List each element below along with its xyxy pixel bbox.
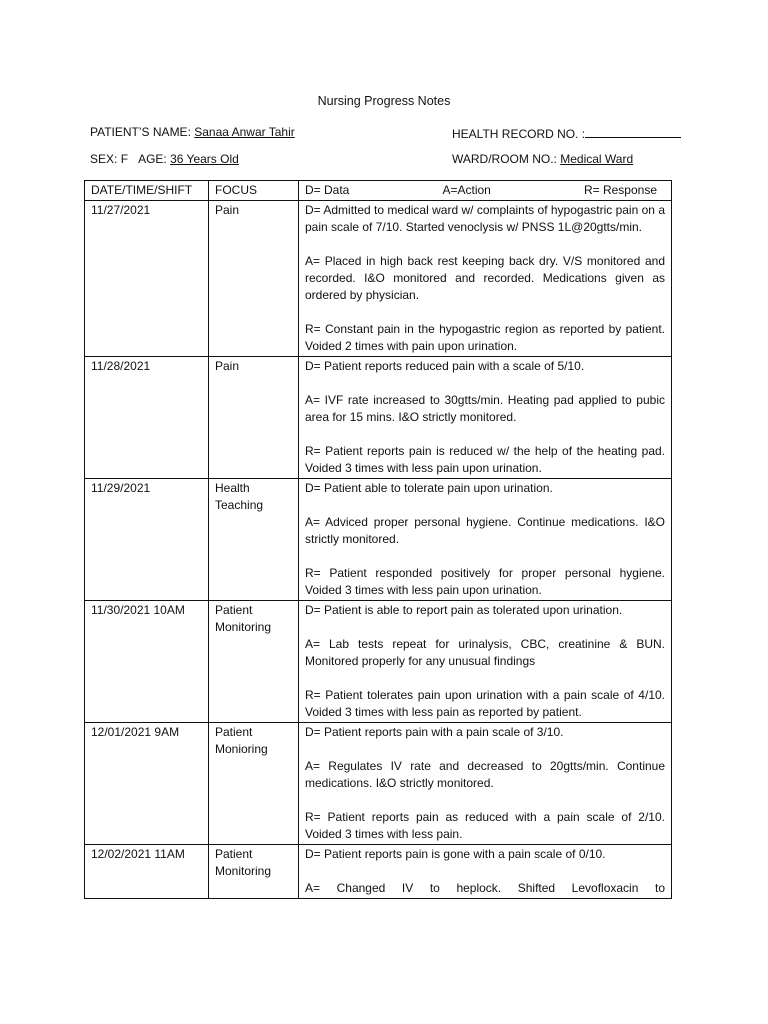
age-value: 36 Years Old — [170, 152, 239, 166]
sex-value: F — [120, 152, 129, 166]
row-focus: Pain — [209, 201, 299, 357]
ward-value: Medical Ward — [560, 152, 634, 166]
note-data: D= Patient able to tolerate pain upon urination. — [305, 481, 553, 495]
table-header-row — [85, 181, 672, 201]
patient-name-line — [90, 125, 405, 139]
note-action: A= IVF rate increased to 30gtts/min. Heating pad applied to pubic area for 15 mins. I&O strictly monitored. — [305, 393, 665, 424]
ward-label: WARD/ROOM NO.: — [452, 152, 557, 166]
row-focus: Health Teaching — [209, 479, 299, 601]
document-title: Nursing Progress Notes — [317, 94, 451, 108]
row-focus: Patient Monioring — [209, 723, 299, 845]
health-record-line — [452, 125, 681, 141]
row-date: 12/02/2021 11AM — [85, 845, 209, 899]
note-action: A= Regulates IV rate and decreased to 20gtts/min. Continue medications. I&O strictly monitored. — [305, 759, 665, 790]
note-action: A= Changed IV to heplock. Shifted Levofloxacin to — [305, 881, 665, 895]
row-focus: Patient Monitoring — [209, 845, 299, 899]
note-response: R= Patient tolerates pain upon urination with a pain scale of 4/10. Voided 3 times with less pain as reported by patient. — [305, 688, 665, 719]
age-label: AGE: — [138, 152, 167, 166]
row-notes — [299, 201, 672, 357]
header-dar — [299, 181, 672, 201]
header-date: DATE/TIME/SHIFT — [85, 181, 209, 201]
row-date: 11/28/2021 — [85, 357, 209, 479]
note-response: R= Patient reports pain is reduced w/ the help of the heating pad. Voided 3 times with less pain upon urination. — [305, 444, 665, 475]
row-date: 11/30/2021 10AM — [85, 601, 209, 723]
row-date: 11/29/2021 — [85, 479, 209, 601]
row-notes — [299, 357, 672, 479]
table-row — [85, 601, 672, 723]
row-notes — [299, 723, 672, 845]
note-data: D= Patient is able to report pain as tolerated upon urination. — [305, 603, 623, 617]
ward-line — [452, 152, 645, 166]
note-data: D= Patient reports pain is gone with a pain scale of 0/10. — [305, 847, 606, 861]
note-action: A= Lab tests repeat for urinalysis, CBC, creatinine & BUN. Monitored properly for any unusual findings — [305, 637, 665, 668]
table-row — [85, 723, 672, 845]
health-record-blank — [585, 125, 681, 138]
row-focus: Patient Monitoring — [209, 601, 299, 723]
row-date: 12/01/2021 9AM — [85, 723, 209, 845]
header-action: A=Action — [442, 183, 491, 197]
patient-name-value: Sanaa Anwar Tahir — [194, 125, 295, 139]
sex-age-line — [90, 152, 239, 166]
patient-name-label: PATIENT’S NAME: — [90, 125, 191, 139]
note-action: A= Placed in high back rest keeping back dry. V/S monitored and recorded. I&O monitored and recorded. Medications given as ordered by physician. — [305, 254, 665, 302]
header-focus: FOCUS — [209, 181, 299, 201]
table-row — [85, 845, 672, 899]
note-response: R= Patient reports pain as reduced with a pain scale of 2/10. Voided 3 times with less pain. — [305, 810, 665, 841]
header-data: D= Data — [305, 183, 350, 197]
row-notes — [299, 845, 672, 899]
header-response: R= Response — [583, 183, 657, 197]
table-row — [85, 357, 672, 479]
progress-notes-table — [84, 180, 672, 899]
table-row — [85, 201, 672, 357]
row-date: 11/27/2021 — [85, 201, 209, 357]
note-response: R= Constant pain in the hypogastric region as reported by patient. Voided 2 times with pain upon urination. — [305, 322, 665, 353]
table-row — [85, 479, 672, 601]
note-response: R= Patient responded positively for proper personal hygiene. Voided 3 times with less pain upon urination. — [305, 566, 665, 597]
sex-label: SEX: — [90, 152, 118, 166]
note-data: D= Patient reports pain with a pain scale of 3/10. — [305, 725, 564, 739]
health-record-label: HEALTH RECORD NO. : — [452, 127, 586, 141]
row-focus: Pain — [209, 357, 299, 479]
note-data: D= Admitted to medical ward w/ complaints of hypogastric pain on a pain scale of 7/10. Started venoclysis w/ PNSS 1L@20gtts/min. — [305, 203, 665, 234]
row-notes — [299, 601, 672, 723]
note-data: D= Patient reports reduced pain with a scale of 5/10. — [305, 359, 585, 373]
row-notes — [299, 479, 672, 601]
note-action: A= Adviced proper personal hygiene. Continue medications. I&O strictly monitored. — [305, 515, 665, 546]
